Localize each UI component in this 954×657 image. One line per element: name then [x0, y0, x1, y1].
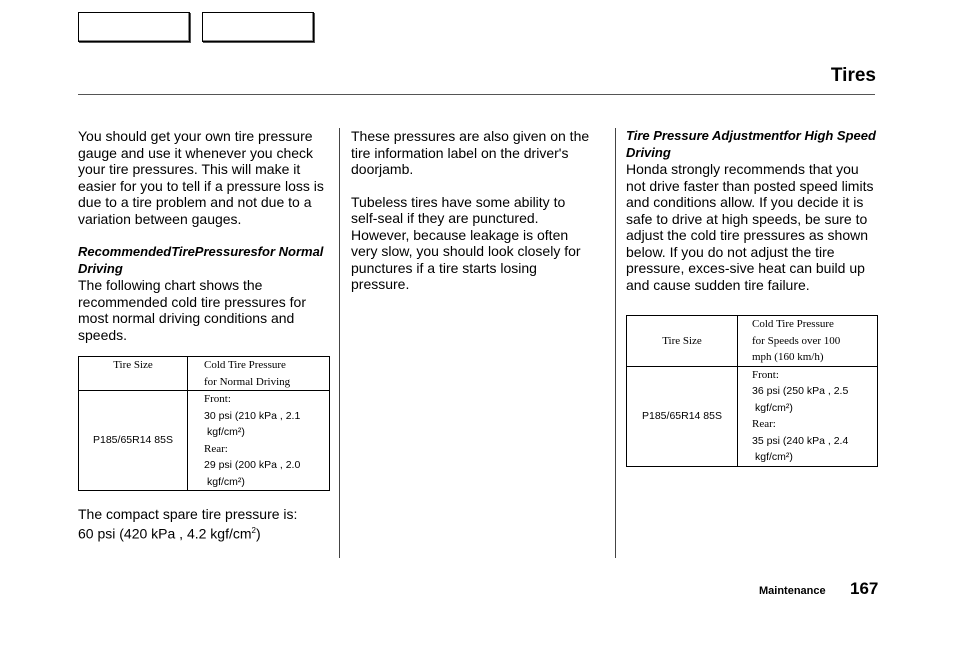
page-number: 167	[850, 579, 879, 598]
table-cell-pressures: Front: 36 psi (250 kPa , 2.5 kgf/cm²) Rear: 35 psi (240 kPa , 2.4 kgf/cm²)	[738, 366, 878, 466]
nav-button-next[interactable]	[202, 12, 314, 42]
column-2	[351, 128, 591, 293]
table-header-cold-pressure: Cold Tire Pressure for Speeds over 100 mph (160 km/h)	[738, 316, 878, 367]
nav-button-previous[interactable]	[78, 12, 190, 42]
table-cell-tire-size: P185/65R14 85S	[627, 366, 738, 466]
column-divider	[615, 128, 616, 558]
page-title: Tires	[830, 65, 876, 86]
intro-paragraph: You should get your own tire pressure gauge and use it whenever you check your tire pressures. This will make it easier for you to tell if a pressure loss is due to a tire problem and not due to a variation between gauges.	[78, 128, 324, 227]
normal-driving-pressure-table	[78, 356, 330, 491]
label-location-paragraph: These pressures are also given on the tire information label on the driver's doorjamb.	[351, 128, 590, 177]
table-header-tire-size: Tire Size	[627, 316, 738, 367]
section-heading-high-speed: Tire Pressure Adjustmentfor High Speed Driving	[626, 128, 876, 160]
section-heading-normal-driving: RecommendedTirePressuresfor Normal Driving	[78, 244, 324, 276]
column-3	[626, 128, 876, 467]
table-cell-tire-size: P185/65R14 85S	[79, 391, 188, 491]
header-rule	[78, 94, 875, 95]
table-header-tire-size: Tire Size	[79, 357, 188, 391]
column-1	[78, 128, 336, 542]
chart-intro-paragraph: The following chart shows the recommended cold tire pressures for most normal driving conditions and speeds.	[78, 277, 306, 343]
high-speed-paragraph: Honda strongly recommends that you not drive faster than posted speed limits and conditions allow. If you decide it is safe to drive at high speeds, be sure to adjust the cold tire pressures as shown below. If you do not adjust the tire pressure, exces-sive heat can build up and cause sudden tire failure.	[626, 161, 874, 293]
tubeless-tires-paragraph: Tubeless tires have some ability to self-seal if they are punctured. However, because leakage is often very slow, you should look closely for punctures if a tire starts losing pressure.	[351, 193, 581, 292]
table-header-cold-pressure: Cold Tire Pressure for Normal Driving	[188, 357, 330, 391]
table-cell-pressures: Front: 30 psi (210 kPa , 2.1 kgf/cm²) Rear: 29 psi (200 kPa , 2.0 kgf/cm²)	[188, 391, 330, 491]
spare-pressure-text: The compact spare tire pressure is: 60 psi (420 kPa , 4.2 kgf/$cm^2$)	[78, 506, 298, 542]
high-speed-pressure-table	[626, 315, 878, 467]
column-divider	[339, 128, 340, 558]
footer-section-name: Maintenance	[759, 585, 826, 597]
